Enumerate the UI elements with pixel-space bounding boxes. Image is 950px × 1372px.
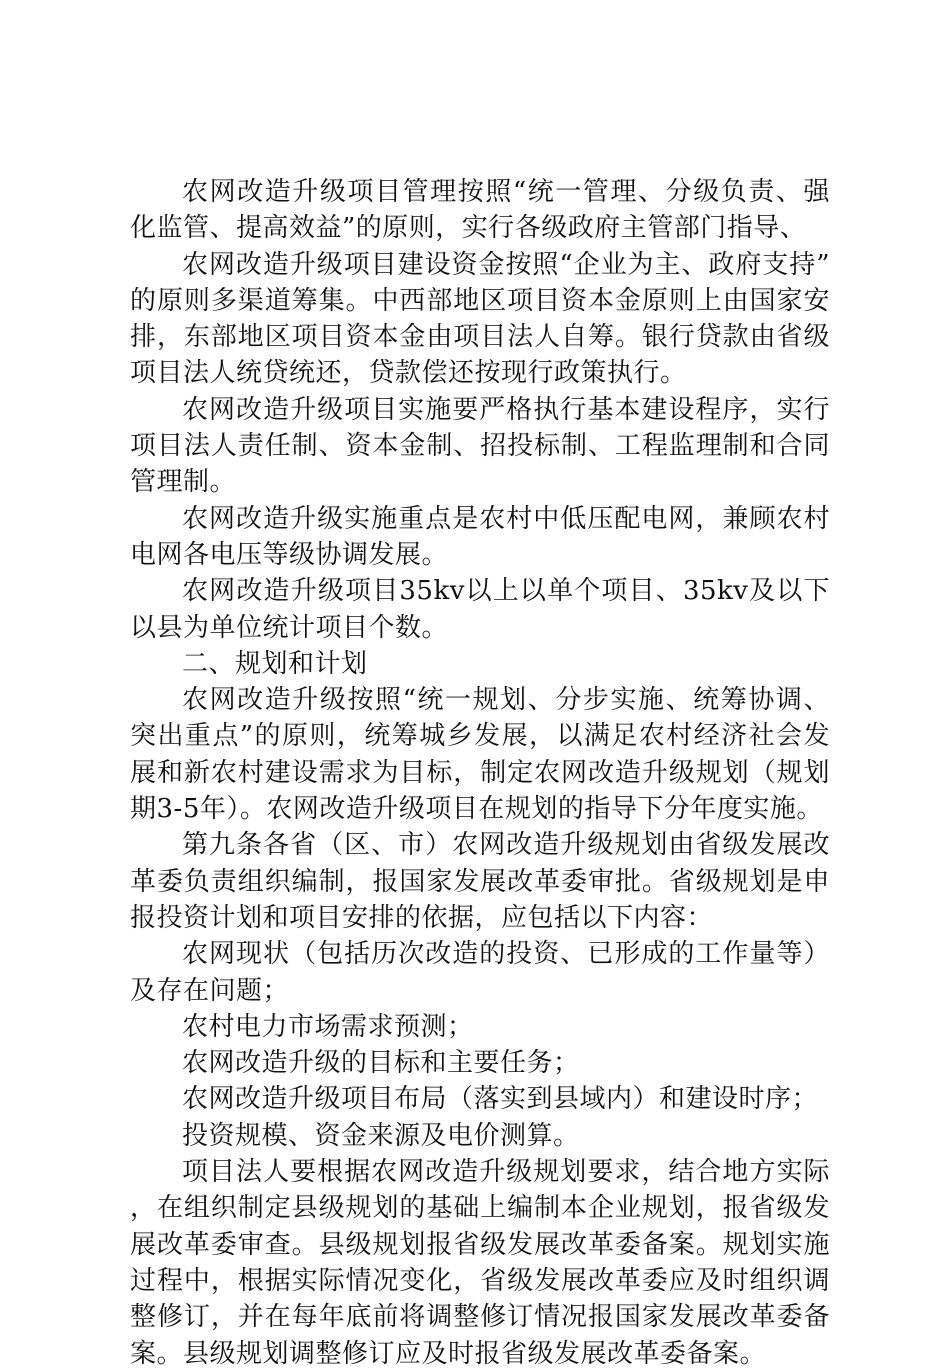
list-item-layout-schedule: 农网改造升级项目布局（落实到县域内）和建设时序； [182, 1084, 819, 1115]
paragraph-article-nine: 第九条各省（区、市）农网改造升级规划由省级发展改革委负责组织编制，报国家发展改革委审批。省级规划是申报投资计划和项目安排的依据，应包括以下内容： [130, 830, 830, 933]
paragraph-funding: 农网改造升级项目建设资金按照“企业为主、政府支持”的原则多渠道筹集。中西部地区项目资本金原则上由国家安排，东部地区项目资本金由项目法人自筹。银行贷款由省级项目法人统贷统还，贷款偿还按现行政策执行。 [130, 249, 830, 389]
paragraph-planning-principle: 农网改造升级按照“统一规划、分步实施、统筹协调、突出重点”的原则，统筹城乡发展，以满足农村经济社会发展和新农村建设需求为目标，制定农网改造升级规划（规划期3-5年）。农网改造升级项目在规划的指导下分年度实施。 [130, 685, 830, 825]
paragraph-project-counting: 农网改造升级项目35kv以上以单个项目、35kv及以下以县为单位统计项目个数。 [130, 576, 830, 643]
list-item-current-status: 农网现状（包括历次改造的投资、已形成的工作量等）及存在问题； [130, 939, 830, 1006]
paragraph-implementation-procedure: 农网改造升级项目实施要严格执行基本建设程序，实行项目法人责任制、资本金制、招投标制、工程监理制和合同管理制。 [130, 394, 830, 498]
document-body [130, 174, 830, 1372]
paragraph-implementation-focus: 农网改造升级实施重点是农村中低压配电网，兼顾农村电网各电压等级协调发展。 [130, 503, 830, 570]
list-item-investment-scale: 投资规模、资金来源及电价测算。 [182, 1120, 580, 1151]
section-heading-planning: 二、规划和计划 [182, 648, 368, 679]
list-item-demand-forecast: 农村电力市场需求预测； [182, 1011, 474, 1042]
paragraph-management-principle: 农网改造升级项目管理按照“统一管理、分级负责、强化监管、提高效益”的原则，实行各级政府主管部门指导、 [130, 177, 830, 244]
list-item-goals-tasks: 农网改造升级的目标和主要任务； [182, 1048, 580, 1079]
paragraph-project-legal-person: 项目法人要根据农网改造升级规划要求，结合地方实际，在组织制定县级规划的基础上编制本企业规划，报省级发展改革委审查。县级规划报省级发展改革委备案。规划实施过程中，根据实际情况变化，省级发展改革委应及时组织调整修订，并在每年底前将调整修订情况报国家发展改革委备案。县级规划调整修订应及时报省级发展改革委备案。 [130, 1157, 830, 1369]
